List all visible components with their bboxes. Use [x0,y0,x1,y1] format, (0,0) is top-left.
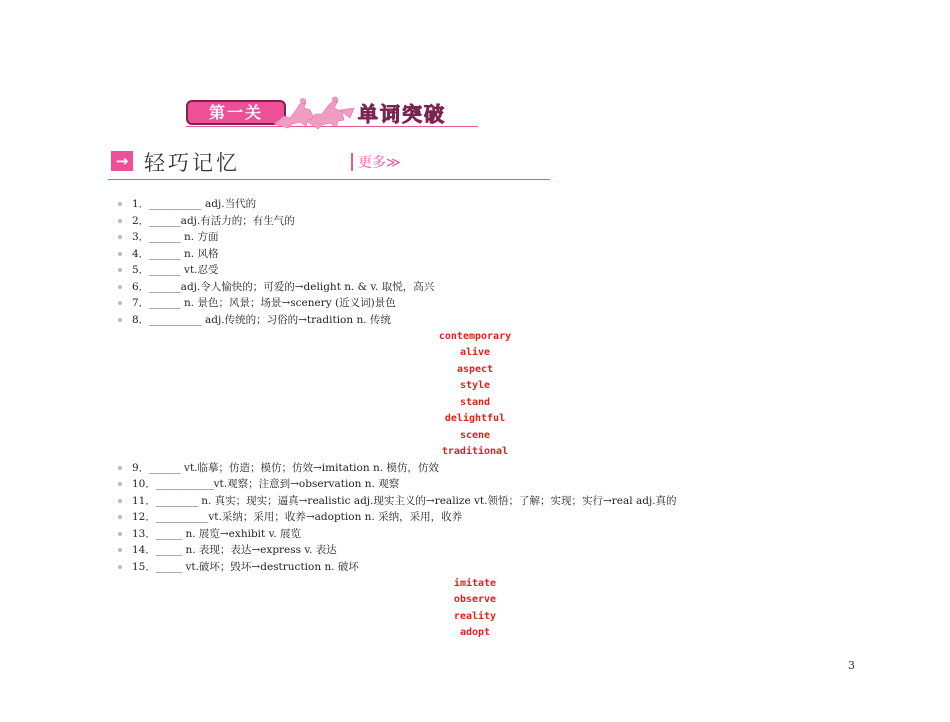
bullet-icon [118,515,122,519]
list-item: 3．______ n. 方面 [118,230,218,244]
list-item: 6．______adj.令人愉快的；可爱的→delight n. & v. 取悦，高兴 [118,280,434,294]
bullet-icon [118,235,122,239]
answer-text: contemporary [438,331,512,342]
section-header [108,147,550,180]
bullet-icon [118,565,122,569]
list-item: 4．______ n. 风格 [118,247,218,261]
list-item: 10．___________vt.观察；注意到→observation n. 观察 [118,477,399,491]
answer-text: scene [459,430,491,441]
list-item: 8．__________ adj.传统的；习俗的→tradition n. 传统 [118,313,391,327]
bullet-icon [118,301,122,305]
bullet-icon [118,548,122,552]
list-item: 7．______ n. 景色；风景；场景→scenery (近义词)景色 [118,296,396,310]
arrow-right-icon: → [111,151,133,171]
more-divider [351,153,353,171]
answer-text: delightful [444,413,506,424]
banner-title: 单词突破 [358,102,446,126]
chapter-banner [186,96,478,130]
bullet-icon [118,268,122,272]
bullet-icon [118,252,122,256]
page-number: 3 [848,659,855,672]
bullet-icon [118,532,122,536]
list-item: 13．_____ n. 展览→exhibit v. 展览 [118,527,301,541]
bullet-icon [118,285,122,289]
bullet-icon [118,482,122,486]
bullet-icon [118,499,122,503]
horse-riders-icon [270,96,356,130]
list-item: 15．_____ vt.破坏；毁坏→destruction n. 破坏 [118,560,359,574]
list-item: 14．_____ n. 表现；表达→express v. 表达 [118,543,337,557]
answer-text: alive [459,347,491,358]
answer-text: aspect [456,364,494,375]
answer-text: observe [453,594,497,605]
bullet-icon [118,318,122,322]
list-item: 9．______ vt.临摹；仿造；模仿；仿效→imitation n. 模仿，仿效 [118,461,439,475]
bullet-icon [118,466,122,470]
list-item: 11．________ n. 真实；现实；逼真→realistic adj.现实主义的→realize vt.领悟；了解；实现；实行→real adj.真的 [118,494,677,508]
answer-text: imitate [453,578,497,589]
answer-text: style [459,380,491,391]
list-item: 12．__________vt.采纳；采用；收养→adoption n. 采纳，采用，收养 [118,510,462,524]
answer-text: adopt [459,627,491,638]
list-item: 2．______adj.有活力的；有生气的 [118,214,295,228]
section-title: 轻巧记忆 [144,151,240,175]
chapter-badge: 第一关 [186,100,286,125]
answer-text: stand [459,397,491,408]
bullet-icon [118,219,122,223]
list-item: 5．______ vt.忍受 [118,263,219,277]
bullet-icon [118,202,122,206]
more-link[interactable]: 更多≫ [358,155,401,171]
answer-text: reality [453,611,497,622]
list-item: 1．__________ adj.当代的 [118,197,256,211]
answer-text: traditional [441,446,509,457]
